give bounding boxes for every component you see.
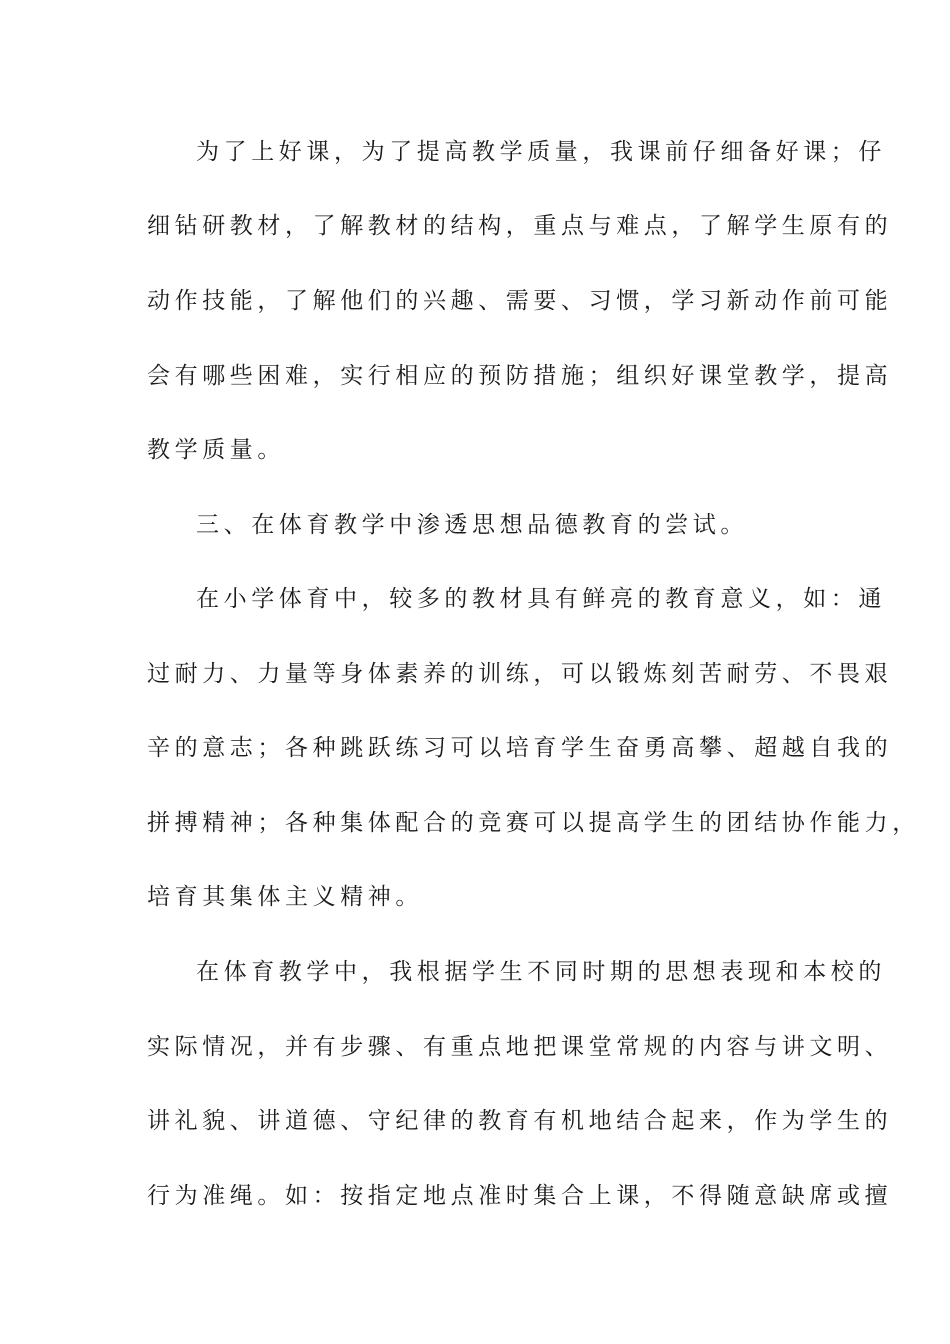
paragraph-line: 为了上好课，为了提高教学质量，我课前仔细备好课；仔 <box>196 139 886 165</box>
paragraph-line: 在体育教学中，我根据学生不同时期的思想表现和本校的 <box>196 959 886 985</box>
paragraph-line: 细钻研教材，了解教材的结构，重点与难点，了解学生原有的 <box>147 213 893 239</box>
paragraph-line: 教学质量。 <box>147 437 285 463</box>
paragraph-line: 实际情况，并有步骤、有重点地把课堂常规的内容与讲文明、 <box>147 1034 893 1060</box>
paragraph-line: 培育其集体主义精神。 <box>147 884 423 910</box>
section-heading: 三、在体育教学中渗透思想品德教育的尝试。 <box>196 512 748 538</box>
paragraph-line: 在小学体育中，较多的教材具有鲜亮的教育意义，如：通 <box>196 586 886 612</box>
paragraph-line: 会有哪些困难，实行相应的预防措施；组织好课堂教学，提高 <box>147 363 893 389</box>
paragraph-line: 过耐力、力量等身体素养的训练，可以锻炼刻苦耐劳、不畏艰 <box>147 661 893 687</box>
paragraph-line: 行为准绳。如：按指定地点准时集合上课，不得随意缺席或擅 <box>147 1183 893 1209</box>
paragraph-line: 拼搏精神；各种集体配合的竞赛可以提高学生的团结协作能力， <box>147 810 920 836</box>
paragraph-line: 动作技能，了解他们的兴趣、需要、习惯，学习新动作前可能 <box>147 288 893 314</box>
paragraph-line: 讲礼貌、讲道德、守纪律的教育有机地结合起来，作为学生的 <box>147 1108 893 1134</box>
paragraph-line: 辛的意志；各种跳跃练习可以培育学生奋勇高攀、超越自我的 <box>147 735 893 761</box>
